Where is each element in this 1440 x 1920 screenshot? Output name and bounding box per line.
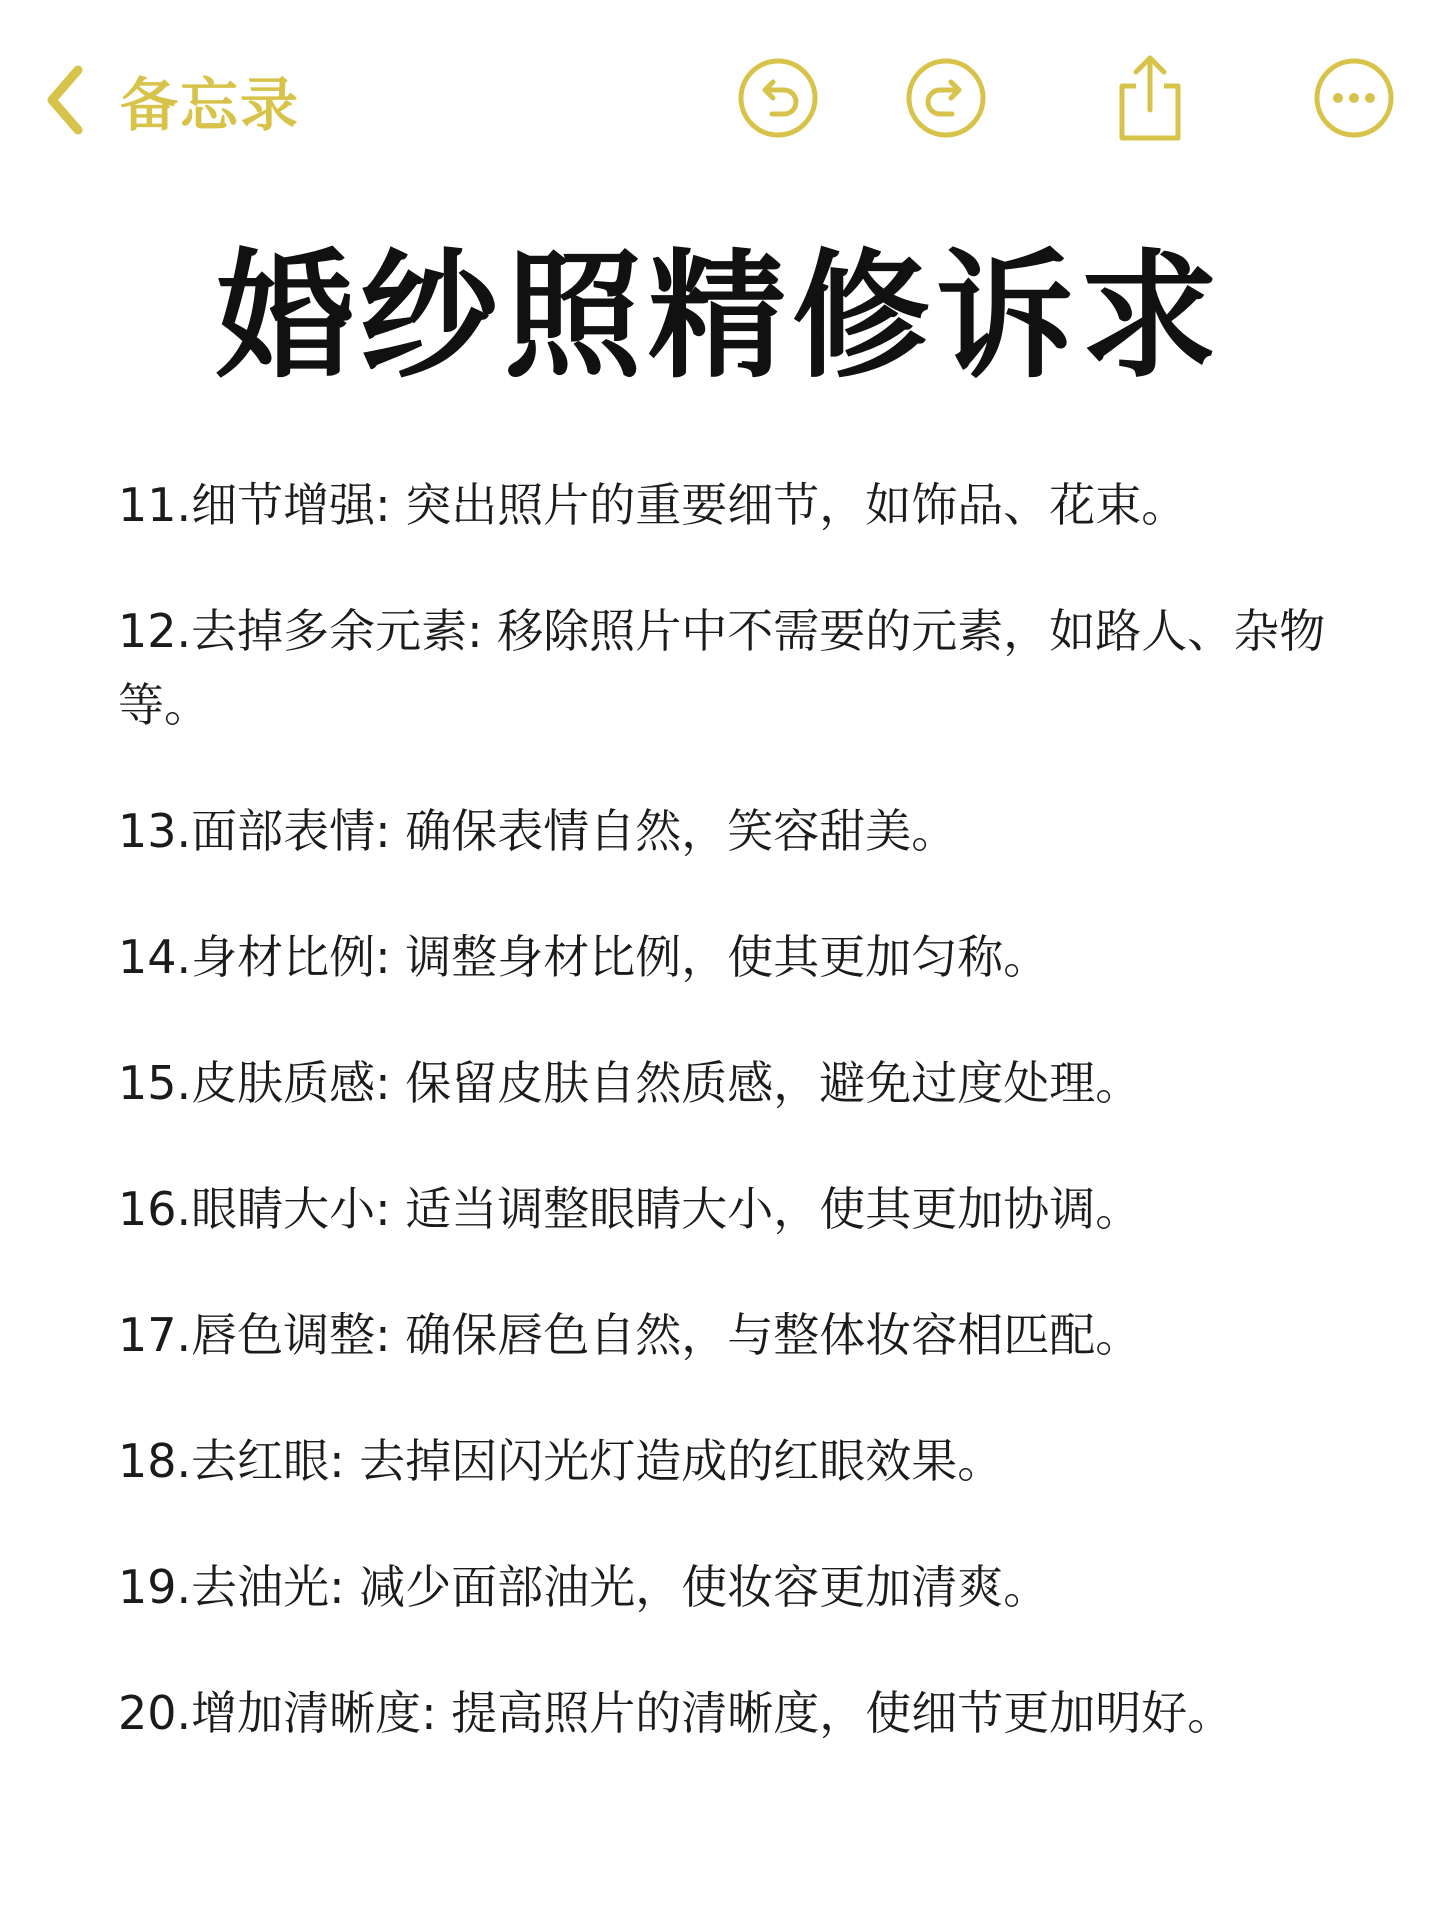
- back-label: 备忘录: [120, 71, 301, 139]
- list-item: 18.去红眼: 去掉因闪光灯造成的红眼效果。: [118, 1434, 1004, 1488]
- list-item: 14.身材比例: 调整身材比例，使其更加匀称。: [118, 930, 1050, 984]
- list-item: 13.面部表情: 确保表情自然，笑容甜美。: [118, 804, 958, 858]
- note-list: [118, 468, 1348, 1802]
- redo-button[interactable]: [904, 50, 988, 146]
- undo-icon: [736, 56, 820, 140]
- list-item: 19.去油光: 减少面部油光，使妆容更加清爽。: [118, 1560, 1050, 1614]
- undo-button[interactable]: [736, 50, 820, 146]
- share-icon: [1112, 52, 1188, 144]
- list-item: 16.眼睛大小: 适当调整眼睛大小，使其更加协调。: [118, 1182, 1142, 1236]
- list-item: 11.细节增强: 突出照片的重要细节，如饰品、花束。: [118, 478, 1188, 532]
- toolbar: [0, 0, 1440, 200]
- back-button[interactable]: [44, 52, 300, 148]
- more-icon: [1312, 56, 1396, 140]
- list-item: 15.皮肤质感: 保留皮肤自然质感，避免过度处理。: [118, 1056, 1142, 1110]
- list-item: 20.增加清晰度: 提高照片的清晰度，使细节更加明好。: [118, 1686, 1234, 1740]
- note-title: 婚纱照精修诉求: [215, 236, 1224, 397]
- redo-icon: [904, 56, 988, 140]
- list-item: 17.唇色调整: 确保唇色自然，与整体妆容相匹配。: [118, 1308, 1142, 1362]
- share-button[interactable]: [1108, 50, 1192, 146]
- more-button[interactable]: [1312, 50, 1396, 146]
- chevron-left-icon: [44, 64, 86, 136]
- list-item: 12.去掉多余元素: 移除照片中不需要的元素，如路人、杂物等。: [118, 604, 1326, 732]
